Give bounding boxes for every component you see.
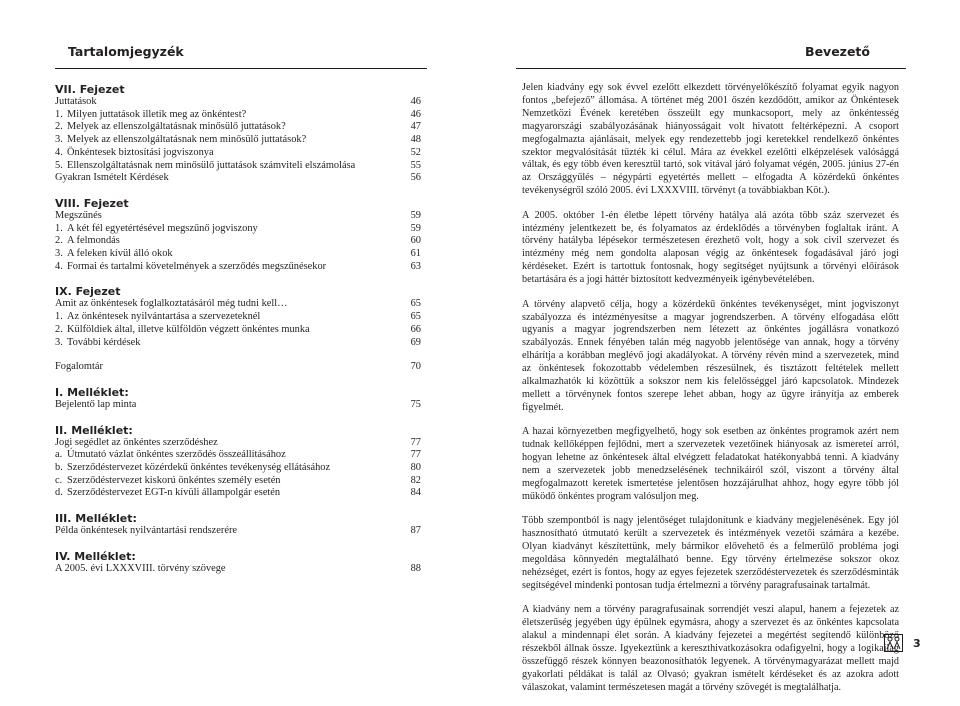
toc-entry-title: A 2005. évi LXXXVIII. törvény szövege bbox=[55, 562, 226, 574]
body-paragraph: Jelen kiadvány egy sok évvel ezelőtt elkezdett törvényelőkészítő folyamat egyik nagyon fontos „befejező” állomása. A történet még 2001 őszén kezdődött, amikor az Önkéntesek Nemzetközi Évének keretében összeült egy munkacsoport, mely az önkéntesség magyarországi szabályozásának hiányosságait volt hivatott feltérképezni. A csoport megfogalmazta ajánlásait, melyek egy rendezettebb jogi keretekkel rendelkező önkéntes szektor megvalósítását tűzték ki célul. Mára az évekkel ezelőtti elképzelések valósággá váltak, és egy több éven keresztül tartó, sok vitával járó folyamat végén, 2005. június 27-én az Országgyűlés – négypárti egyetértés mellett – elfogadta A közérdekű önkéntes tevékenységről szóló 2005. évi LXXXVIII. törvényt (a továbbiakban Köt.). bbox=[522, 82, 899, 197]
left-page bbox=[0, 0, 480, 682]
toc-entry[interactable] bbox=[55, 235, 427, 248]
toc-entry-page: 66 bbox=[410, 323, 421, 335]
right-page bbox=[480, 0, 960, 693]
toc-entry-title: Útmutató vázlat önkéntes szerződés összeállításához bbox=[67, 449, 286, 461]
toc-entry-title: Ellenszolgáltatásnak nem minősülő juttatások számviteli elszámolása bbox=[67, 159, 356, 171]
toc-entry[interactable] bbox=[55, 134, 427, 147]
toc-chapter-heading: I. Melléklet: bbox=[55, 385, 129, 399]
toc-entry-page: 65 bbox=[410, 311, 421, 323]
body-paragraph: Több szempontból is nagy jelentőséget tulajdonítunk e kiadvány megjelenésének. Egy jól hasznosítható útmutató került a szervezetek és intézmények vezetői számára a kezébe. Olyan kiadványt készítettünk, mely bármikor elővehető és a felmerülő probléma jogi megoldása könnyedén megtalálható benne. Egy törvény értelmezése sokszor okoz nehézséget, ezért is fontos, hogy az egyes fejezetek szerződéstervezetek és szerződésminták segítségével mindenki pontosan tudja értelmezni a törvény paragrafusainak tartalmát. bbox=[522, 515, 899, 591]
toc-entry-page: 46 bbox=[410, 96, 421, 107]
toc-entry-page: 65 bbox=[410, 298, 421, 310]
toc-entry[interactable] bbox=[55, 475, 427, 488]
toc-entry[interactable] bbox=[55, 361, 427, 374]
toc-entry-title: Juttatások bbox=[55, 96, 97, 107]
toc-entry[interactable] bbox=[55, 311, 427, 324]
toc-entry-number: 3. bbox=[55, 134, 63, 146]
table-of-contents bbox=[55, 83, 427, 576]
toc-entry[interactable] bbox=[55, 487, 427, 500]
body-paragraph: A kiadvány nem a törvény paragrafusainak sorrendjét veszi alapul, hanem a fejezetek az életszerűség jegyében úgy épülnek egymásra, ahogy a szervezet és az önkéntes kapcsolata alakul a mindennapi élet során. A kiadvány fejezetei a megértést segítendő különböző részekből állnak össze. Igyekeztünk a kereszthivatkozásokra odafigyelni, hogy a logikailag összefüggő részek könnyen beazonosíthatók legyenek. A törvénymagyarázat mellett majd gyakorlati példákat is talál az Olvasó; gyakran ismételt kérdéseket és az azokra adott válaszokat, valamint természetesen magát a törvény szövegét is megtalálhatja. bbox=[522, 604, 899, 693]
section-title: Bevezető bbox=[805, 44, 870, 59]
toc-entry-title: Az önkéntesek nyilvántartása a szervezeteknél bbox=[67, 311, 261, 323]
toc-entry-page: 48 bbox=[410, 134, 421, 146]
toc-entry-number: 1. bbox=[55, 311, 63, 323]
toc-entry-title: Gyakran Ismételt Kérdések bbox=[55, 172, 169, 184]
toc-title: Tartalomjegyzék bbox=[68, 44, 184, 59]
toc-entry-page: 56 bbox=[410, 172, 421, 184]
toc-chapter-heading: VII. Fejezet bbox=[55, 83, 125, 96]
toc-entry[interactable] bbox=[55, 109, 427, 122]
toc-entry-page: 75 bbox=[410, 398, 421, 410]
toc-entry[interactable] bbox=[55, 172, 427, 185]
toc-entry-number: 5. bbox=[55, 159, 63, 171]
toc-entry-number: 1. bbox=[55, 222, 63, 234]
toc-entry[interactable] bbox=[55, 399, 427, 412]
toc-entry[interactable] bbox=[55, 261, 427, 274]
toc-entry-page: 63 bbox=[410, 260, 421, 272]
toc-entry-number: d. bbox=[55, 487, 63, 499]
body-paragraph: A 2005. október 1-én életbe lépett törvény hatálya alá azóta több száz szervezet és intézmény jelentkezett be, és folyamatos az érdeklődés a törvényben foglaltak iránt. A törvény hatályba lépésekor természetesen érezhető volt, hogy a sok civil szervezet és intézmény még nem gondolta alaposan végig az önkéntesek fogadásával járó jogi kérdéseket. Ezért is tartottuk fontosnak, hogy segítséget nyújtsunk a törvényi előírások betartására és a jogi háttér biztosított kedvezményeik igénybevételében. bbox=[522, 209, 899, 286]
toc-entry-title: Amit az önkéntesek foglalkoztatásáról még tudni kell… bbox=[55, 298, 288, 310]
toc-entry-page: 77 bbox=[410, 449, 421, 461]
toc-entry-page: 87 bbox=[410, 525, 421, 537]
toc-entry-title: Szerződéstervezet közérdekű önkéntes tevékenység ellátásához bbox=[67, 462, 331, 474]
toc-entry-number: b. bbox=[55, 462, 63, 474]
toc-entry[interactable] bbox=[55, 462, 427, 475]
toc-entry-title: A feleken kívül álló okok bbox=[67, 248, 173, 260]
toc-entry-title: Fogalomtár bbox=[55, 361, 103, 373]
toc-entry-title: Szerződéstervezet EGT-n kívüli állampolgár esetén bbox=[67, 487, 281, 499]
toc-entry[interactable] bbox=[55, 160, 427, 173]
toc-entry-number: 4. bbox=[55, 260, 63, 272]
toc-entry-title: Melyek az ellenszolgáltatásnak minősülő juttatások? bbox=[67, 121, 286, 133]
toc-chapter-heading: IV. Melléklet: bbox=[55, 549, 136, 563]
toc-chapter-heading: II. Melléklet: bbox=[55, 423, 133, 437]
toc-entry[interactable] bbox=[55, 525, 427, 538]
toc-entry-page: 60 bbox=[410, 235, 421, 247]
toc-chapter-heading: IX. Fejezet bbox=[55, 285, 121, 299]
toc-chapter-heading: VIII. Fejezet bbox=[55, 196, 129, 210]
toc-entry-title: A két fél egyetértésével megszűnő jogviszony bbox=[67, 222, 258, 234]
toc-entry[interactable] bbox=[55, 147, 427, 160]
toc-entry-page: 77 bbox=[410, 436, 421, 448]
toc-entry-title: Formai és tartalmi követelmények a szerződés megszűnésekor bbox=[67, 260, 327, 272]
toc-entry[interactable] bbox=[55, 121, 427, 134]
toc-entry[interactable] bbox=[55, 248, 427, 261]
toc-entry-number: c. bbox=[55, 474, 63, 486]
toc-entry-title: A felmondás bbox=[67, 235, 120, 247]
toc-entry-page: 55 bbox=[410, 159, 421, 171]
toc-entry-title: Melyek az ellenszolgáltatásnak nem minősülő juttatások? bbox=[67, 134, 307, 146]
toc-entry-page: 52 bbox=[410, 146, 421, 158]
toc-entry-page: 46 bbox=[410, 108, 421, 120]
toc-entry-title: Példa önkéntesek nyilvántartási rendszerére bbox=[55, 525, 238, 537]
page-number: 3 bbox=[913, 637, 921, 650]
toc-entry-page: 84 bbox=[410, 487, 421, 499]
toc-entry[interactable] bbox=[55, 298, 427, 311]
toc-entry-title: További kérdések bbox=[67, 336, 141, 348]
toc-entry-page: 59 bbox=[410, 209, 421, 221]
toc-entry-page: 88 bbox=[410, 562, 421, 574]
toc-entry[interactable] bbox=[55, 337, 427, 350]
toc-entry-page: 59 bbox=[410, 222, 421, 234]
toc-entry-page: 69 bbox=[410, 336, 421, 348]
toc-entry-number: 3. bbox=[55, 336, 63, 348]
body-paragraph: A hazai környezetben megfigyelhető, hogy sok esetben az önkéntes programok azért nem tudnak kellőképpen fejlődni, mert a szervezetek vezetőinek hiányosak az ismereteí arról, hogyan lehetne az önkéntesek által elvégzett feladatokat hatékonyabbá tenni. A kiadvány nem a szervezetek jobb menedzselésének technikáiról szól, viszont a törvény által megfogalmazott keretek ismertetése jelentősen hozzájárulhat ahhoz, hogy egyre több jól működő önkéntes program valósuljon meg. bbox=[522, 426, 899, 502]
toc-entry[interactable] bbox=[55, 96, 427, 109]
toc-entry-page: 80 bbox=[410, 462, 421, 474]
toc-entry-number: 2. bbox=[55, 235, 63, 247]
toc-entry-page: 70 bbox=[410, 361, 421, 373]
toc-entry-title: Külföldiek által, illetve külföldön végzett önkéntes munka bbox=[67, 323, 310, 335]
toc-entry[interactable] bbox=[55, 324, 427, 337]
double-figure-logo-icon bbox=[884, 634, 903, 652]
toc-chapter-heading: III. Melléklet: bbox=[55, 512, 137, 526]
toc-entry-title: Jogi segédlet az önkéntes szerződéshez bbox=[55, 436, 218, 448]
toc-entry[interactable] bbox=[55, 223, 427, 236]
toc-entry-number: 2. bbox=[55, 323, 63, 335]
toc-entry-page: 82 bbox=[410, 474, 421, 486]
toc-entry-number: a. bbox=[55, 449, 63, 461]
toc-entry[interactable] bbox=[55, 449, 427, 462]
running-head-left bbox=[55, 38, 427, 69]
toc-entry-number: 1. bbox=[55, 108, 63, 120]
body-paragraph: A törvény alapvető célja, hogy a közérdekű önkéntes tevékenységet, mint jogviszonyt szabályozza és intézményesítse a magyar jogrendszerben. A törvény elfogadása előtt ugyanis a magyar jogrendszerben nem létezett az önkéntes jogállásra vonatkozó szabályozás. Ennek fényében talán még nagyobb jelentősége van annak, hogy a törvény elhárítja a korábban meglévő jogi akadályokat. A törvény révén mind a szervezetek, mind az önkéntesek fokozottabb védelemben részesülnek, és tisztázott feltételek mellett alkalmazhatók ki közöttük a sokszor nem kis felelősséggel járó kapcsolatok. Mindezek mellett a törvénynek fontos szerepe lehet abban, hogy az ügyre irányítja az emberek figyelmét. bbox=[522, 298, 899, 413]
toc-entry-page: 47 bbox=[410, 121, 421, 133]
toc-entry-title: Önkéntesek biztosítási jogviszonya bbox=[67, 146, 214, 158]
running-head-right bbox=[516, 38, 906, 69]
toc-entry-page: 61 bbox=[410, 248, 421, 260]
toc-entry-number: 4. bbox=[55, 146, 63, 158]
toc-entry-number: 2. bbox=[55, 121, 63, 133]
introduction-text bbox=[522, 82, 899, 706]
toc-entry-title: Bejelentő lap minta bbox=[55, 398, 137, 410]
toc-entry[interactable] bbox=[55, 210, 427, 223]
toc-entry-title: Megszűnés bbox=[55, 209, 102, 221]
toc-entry-title: Milyen juttatások illetik meg az önkéntest? bbox=[67, 108, 247, 120]
toc-entry-title: Szerződéstervezet kiskorú önkéntes személy esetén bbox=[67, 474, 281, 486]
toc-entry[interactable] bbox=[55, 437, 427, 450]
toc-entry[interactable] bbox=[55, 563, 427, 576]
toc-entry-number: 3. bbox=[55, 248, 63, 260]
